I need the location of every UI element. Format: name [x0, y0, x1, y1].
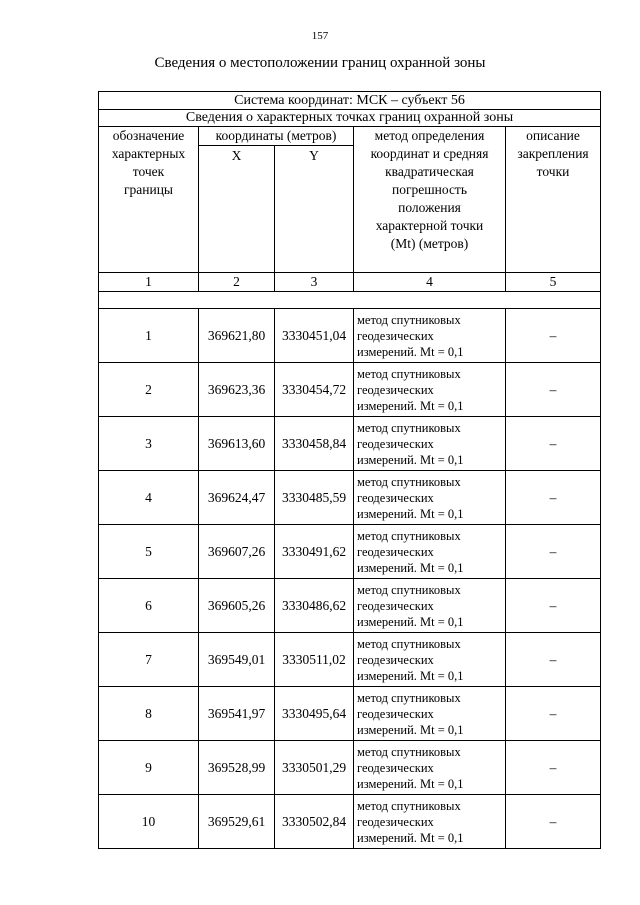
method-text: метод спутниковых — [357, 744, 461, 759]
coordinate-system-label: Система координат: МСК – субъект 56 — [99, 92, 601, 110]
header-description — [506, 127, 601, 273]
method-cell — [354, 741, 506, 795]
point-id-cell: 9 — [99, 741, 199, 795]
method-text: измерений. Mt = 0,1 — [357, 398, 464, 413]
description-cell: – — [506, 687, 601, 741]
point-id-cell: 10 — [99, 795, 199, 849]
table-header-row — [99, 92, 601, 110]
table-row — [99, 795, 601, 849]
description-cell: – — [506, 795, 601, 849]
header-text: (Mt) (метров) — [390, 236, 469, 251]
blank-row — [99, 292, 601, 309]
x-coordinate-cell: 369541,97 — [199, 687, 275, 741]
method-cell — [354, 525, 506, 579]
x-coordinate-cell: 369607,26 — [199, 525, 275, 579]
header-text: границы — [123, 182, 174, 197]
table-subtitle: Сведения о характерных точках границ охранной зоны — [99, 110, 601, 127]
x-coordinate-cell: 369528,99 — [199, 741, 275, 795]
column-number: 4 — [354, 273, 506, 292]
method-text: метод спутниковых — [357, 312, 461, 327]
x-coordinate-cell: 369623,36 — [199, 363, 275, 417]
header-y: Y — [275, 146, 354, 273]
header-text: характерной точки — [375, 218, 484, 233]
method-text: измерений. Mt = 0,1 — [357, 776, 464, 791]
method-text: метод спутниковых — [357, 582, 461, 597]
table-row — [99, 579, 601, 633]
header-text: метод определения — [374, 128, 485, 143]
method-text: метод спутниковых — [357, 690, 461, 705]
point-id-cell: 7 — [99, 633, 199, 687]
table-row — [99, 309, 601, 363]
column-number: 2 — [199, 273, 275, 292]
description-cell: – — [506, 309, 601, 363]
method-text: геодезических — [357, 598, 434, 613]
y-coordinate-cell: 3330454,72 — [275, 363, 354, 417]
method-text: метод спутниковых — [357, 420, 461, 435]
header-x: X — [199, 146, 275, 273]
table-row — [99, 363, 601, 417]
header-text: описание — [526, 128, 580, 143]
table-header-row — [99, 110, 601, 127]
method-text: геодезических — [357, 544, 434, 559]
point-id-cell: 6 — [99, 579, 199, 633]
method-cell — [354, 309, 506, 363]
method-text: метод спутниковых — [357, 528, 461, 543]
table-row — [99, 741, 601, 795]
table-row — [99, 471, 601, 525]
method-text: геодезических — [357, 328, 434, 343]
method-cell — [354, 363, 506, 417]
point-id-cell: 8 — [99, 687, 199, 741]
column-number: 3 — [275, 273, 354, 292]
header-text: точек — [132, 164, 165, 179]
header-text: положения — [398, 200, 461, 215]
method-cell — [354, 579, 506, 633]
description-cell: – — [506, 741, 601, 795]
method-text: измерений. Mt = 0,1 — [357, 614, 464, 629]
method-text: измерений. Mt = 0,1 — [357, 668, 464, 683]
column-number: 5 — [506, 273, 601, 292]
method-text: метод спутниковых — [357, 798, 461, 813]
description-cell: – — [506, 363, 601, 417]
description-cell: – — [506, 633, 601, 687]
method-text: измерений. Mt = 0,1 — [357, 830, 464, 845]
description-cell: – — [506, 525, 601, 579]
header-text: координат и средняя — [370, 146, 489, 161]
method-cell — [354, 471, 506, 525]
header-text: квадратическая — [385, 164, 474, 179]
y-coordinate-cell: 3330486,62 — [275, 579, 354, 633]
method-text: метод спутниковых — [357, 366, 461, 381]
y-coordinate-cell: 3330485,59 — [275, 471, 354, 525]
method-text: геодезических — [357, 652, 434, 667]
method-cell — [354, 417, 506, 471]
x-coordinate-cell: 369529,61 — [199, 795, 275, 849]
table-row — [99, 417, 601, 471]
header-text: обозначение — [112, 128, 185, 143]
x-coordinate-cell: 369624,47 — [199, 471, 275, 525]
header-text: закрепления — [517, 146, 589, 161]
table-header-row — [99, 127, 601, 146]
table-row — [99, 687, 601, 741]
y-coordinate-cell: 3330511,02 — [275, 633, 354, 687]
header-coordinates: координаты (метров) — [199, 127, 354, 146]
point-id-cell: 1 — [99, 309, 199, 363]
point-id-cell: 5 — [99, 525, 199, 579]
x-coordinate-cell: 369621,80 — [199, 309, 275, 363]
column-number-row — [99, 273, 601, 292]
method-text: геодезических — [357, 706, 434, 721]
y-coordinate-cell: 3330501,29 — [275, 741, 354, 795]
column-number: 1 — [99, 273, 199, 292]
y-coordinate-cell: 3330495,64 — [275, 687, 354, 741]
header-text: погрешность — [391, 182, 467, 197]
document-title: Сведения о местоположении границ охранной зоны — [154, 55, 486, 71]
method-text: метод спутниковых — [357, 636, 461, 651]
method-text: измерений. Mt = 0,1 — [357, 506, 464, 521]
method-cell — [354, 687, 506, 741]
y-coordinate-cell: 3330491,62 — [275, 525, 354, 579]
page-number: 157 — [311, 30, 329, 42]
y-coordinate-cell: 3330502,84 — [275, 795, 354, 849]
y-coordinate-cell: 3330458,84 — [275, 417, 354, 471]
blank-cell — [99, 292, 601, 309]
method-text: геодезических — [357, 490, 434, 505]
header-method — [354, 127, 506, 273]
method-cell — [354, 633, 506, 687]
description-cell: – — [506, 471, 601, 525]
method-text: измерений. Mt = 0,1 — [357, 560, 464, 575]
point-id-cell: 4 — [99, 471, 199, 525]
description-cell: – — [506, 579, 601, 633]
method-text: геодезических — [357, 814, 434, 829]
method-text: геодезических — [357, 382, 434, 397]
method-text: измерений. Mt = 0,1 — [357, 452, 464, 467]
description-cell: – — [506, 417, 601, 471]
method-text: измерений. Mt = 0,1 — [357, 722, 464, 737]
header-text: характерных — [111, 146, 186, 161]
point-id-cell: 3 — [99, 417, 199, 471]
header-text: точки — [536, 164, 570, 179]
point-id-cell: 2 — [99, 363, 199, 417]
y-coordinate-cell: 3330451,04 — [275, 309, 354, 363]
method-text: измерений. Mt = 0,1 — [357, 344, 464, 359]
method-text: геодезических — [357, 760, 434, 775]
method-text: метод спутниковых — [357, 474, 461, 489]
x-coordinate-cell: 369605,26 — [199, 579, 275, 633]
table-row — [99, 633, 601, 687]
table-row — [99, 525, 601, 579]
x-coordinate-cell: 369549,01 — [199, 633, 275, 687]
method-text: геодезических — [357, 436, 434, 451]
coordinates-table — [98, 91, 601, 849]
x-coordinate-cell: 369613,60 — [199, 417, 275, 471]
method-cell — [354, 795, 506, 849]
header-point-designation — [99, 127, 199, 273]
